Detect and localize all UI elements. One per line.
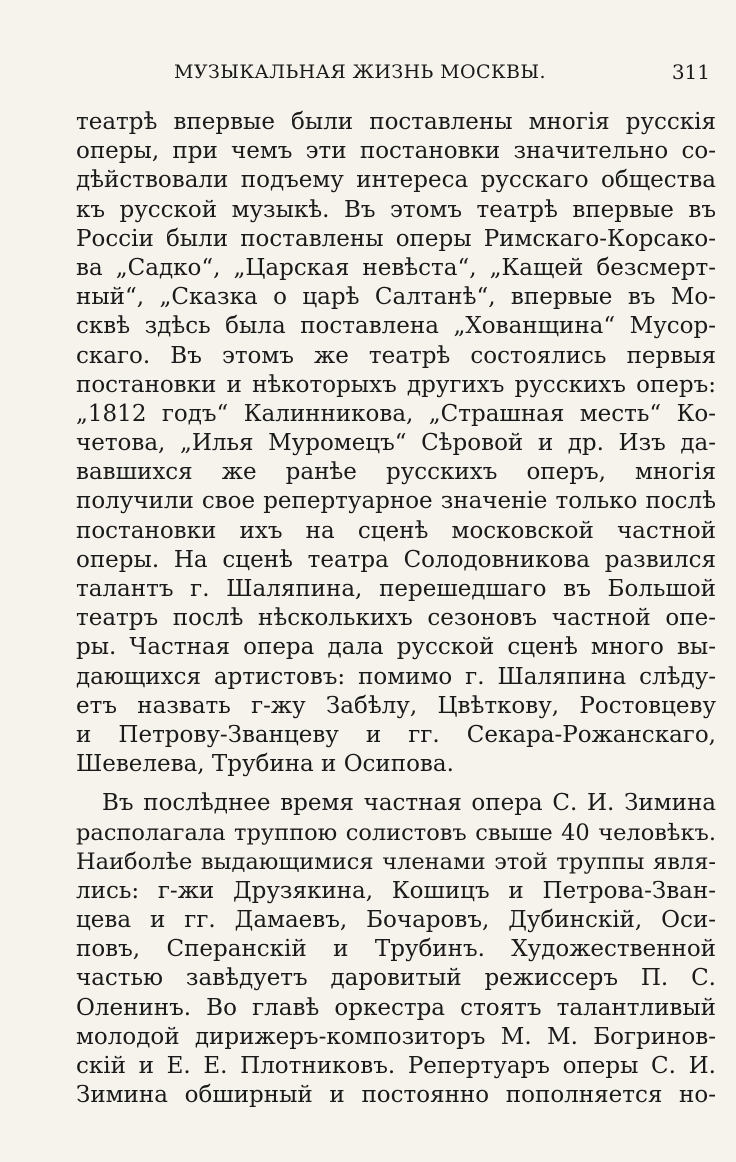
text-line: Зимина обширный и постоянно пополняется но- — [76, 1082, 716, 1109]
text-line: дающихся артистовъ: помимо г. Шаляпина слѣду- — [76, 663, 716, 690]
text-line: молодой дирижеръ-композиторъ М. М. Богринов- — [76, 1023, 716, 1050]
text-line: четова, „Илья Муромецъ“ Сѣровой и др. Изъ да- — [76, 430, 716, 457]
text-line: Въ послѣднее время частная опера С. И. Зимина — [102, 790, 716, 817]
text-line: постановки ихъ на сценѣ московской частной — [76, 517, 716, 544]
text-line: талантъ г. Шаляпина, перешедшаго въ Большой — [76, 576, 716, 602]
text-line: повъ, Сперанскій и Трубинъ. Художественной — [76, 936, 716, 963]
paragraph — [76, 108, 716, 779]
text-line: и Петрову-Званцеву и гг. Секара-Рожанскаго, — [76, 721, 716, 748]
text-line: дѣйствовали подъему интереса русскаго общества — [76, 167, 716, 194]
running-title: МУЗЫКАЛЬНАЯ ЖИЗНЬ МОСКВЫ. — [174, 61, 546, 83]
page-number: 311 — [671, 60, 710, 84]
text-line: Россіи были поставлены оперы Римскаго-Корсако- — [76, 225, 716, 252]
text-line: сквѣ здѣсь была поставлена „Хованщина“ Мусор- — [76, 313, 716, 340]
text-line: оперы, при чемъ эти постановки значительно со- — [76, 138, 716, 165]
text-line: къ русской музыкѣ. Въ этомъ театрѣ впервые въ — [76, 196, 716, 223]
text-line: скаго. Въ этомъ же театрѣ состоялись первыя — [76, 342, 716, 369]
text-line: ва „Садко“, „Царская невѣста“, „Кащей безсмерт- — [76, 254, 716, 281]
paragraph-gap — [76, 779, 716, 789]
text-line: располагала труппою солистовъ свыше 40 человѣкъ. — [76, 819, 716, 846]
text-line: театрѣ впервые были поставлены многія русскія — [76, 109, 716, 135]
text-line: Оленинъ. Во главѣ оркестра стоятъ талантливый — [76, 994, 716, 1021]
text-line: получили свое репертуарное значеніе только послѣ — [76, 488, 716, 515]
text-line: „1812 годъ“ Калинникова, „Страшная месть“ Ко- — [76, 400, 716, 427]
text-line: ры. Частная опера дала русской сценѣ много вы- — [76, 634, 716, 661]
text-line: ный“, „Сказка о царѣ Салтанѣ“, впервые въ Мо- — [76, 284, 716, 311]
text-line: цева и гг. Дамаевъ, Бочаровъ, Дубинскій, Оси- — [76, 907, 716, 934]
text-line: театръ послѣ нѣсколькихъ сезоновъ частной опе- — [76, 605, 716, 632]
text-line: лись: г-жи Друзякина, Кошицъ и Петрова-Зван- — [76, 877, 716, 904]
running-head — [76, 56, 716, 88]
text-line: скій и Е. Е. Плотниковъ. Репертуаръ оперы С. И. — [76, 1053, 716, 1079]
text-line: вавшихся же ранѣе русскихъ оперъ, многія — [76, 459, 716, 486]
text-line: Шевелева, Трубина и Осипова. — [76, 751, 454, 778]
text-line: етъ назвать г-жу Забѣлу, Цвѣткову, Ростовцеву — [76, 692, 716, 719]
paragraph — [76, 789, 716, 1110]
text-line: постановки и нѣкоторыхъ другихъ русскихъ оперъ: — [76, 371, 716, 398]
text-line: Наиболѣе выдающимися членами этой труппы явля- — [76, 848, 716, 875]
text-line: частью завѣдуетъ даровитый режиссеръ П. С. — [76, 965, 716, 992]
text-line: оперы. На сценѣ театра Солодовникова развился — [76, 546, 716, 573]
body-text — [76, 108, 716, 1110]
